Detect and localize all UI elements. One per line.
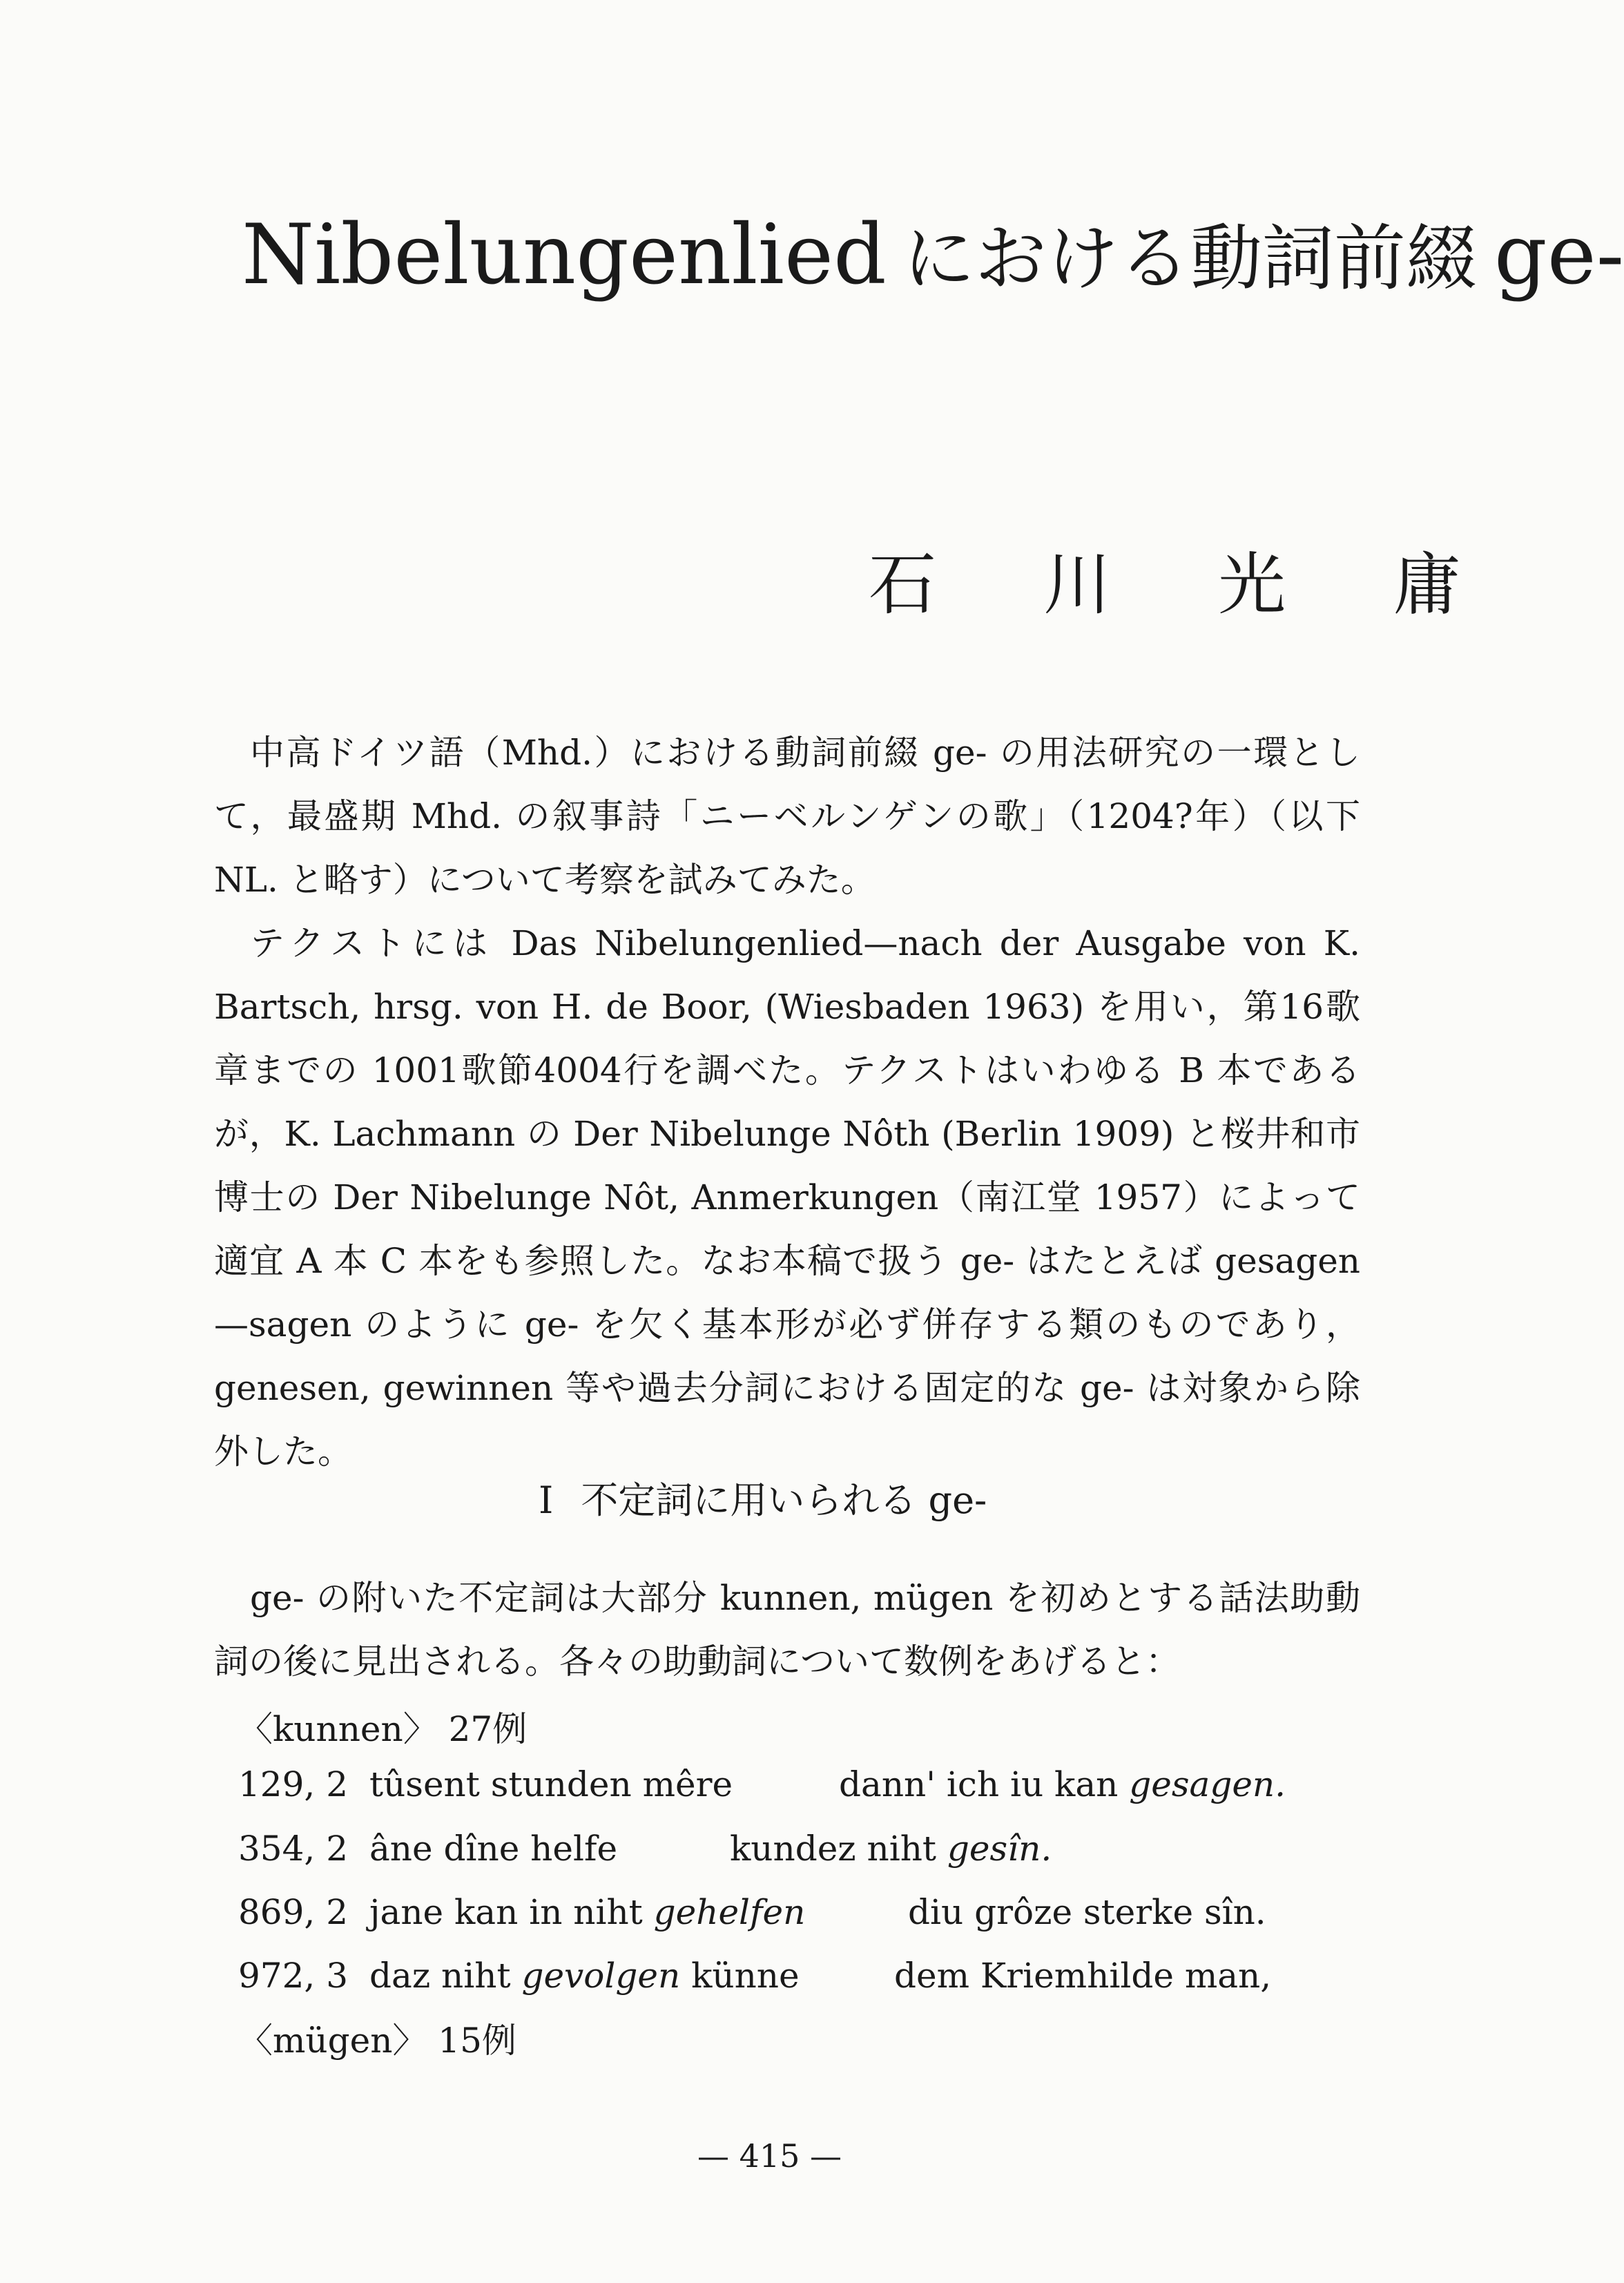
verse-text: dann' ich iu kan (839, 1764, 1130, 1804)
verse-text: kundez niht (730, 1829, 947, 1869)
verse-second-half (730, 1829, 1052, 1869)
example-line (238, 1829, 1343, 1877)
example-line (238, 1956, 1343, 2004)
verse-first-half (369, 1892, 805, 1932)
title-japanese: における動詞前綴 (902, 216, 1478, 300)
section-paragraph (214, 1566, 1360, 1693)
intro-paragraph-1 (214, 721, 1360, 912)
author-name: 石 川 光 庸 (869, 546, 1504, 624)
page-number: — 415 — (697, 2137, 842, 2175)
verse-number: 354, 2 (238, 1829, 349, 1869)
example-line (238, 1892, 1343, 1940)
verse-second-half: diu grôze sterke sîn. (908, 1892, 1266, 1932)
article-title (242, 207, 1624, 307)
section-heading (539, 1471, 987, 1524)
example-line (238, 1764, 1343, 1813)
verse-emphasis: gehelfen (653, 1892, 806, 1932)
verse-emphasis: gevolgen (521, 1956, 681, 1996)
verse-first-half: âne dîne helfe (369, 1829, 618, 1869)
label-kunnen: 〈kunnen〉 27例 (238, 1709, 528, 1749)
paragraph-text: ge- の附いた不定詞は大部分 kunnen, mügen を初めとする話法助動詞の後に見出される。各々の助動詞について数例をあげると： (214, 1578, 1360, 1682)
label-mugen: 〈mügen〉 15例 (238, 2021, 516, 2061)
verse-first-half: tûsent stunden mêre (369, 1764, 733, 1804)
paragraph-text: テクストには Das Nibelungenlied—nach der Ausgabe von K. Bartsch, hrsg. von H. de Boor, (Wiesbaden 1963) を用い，第16歌章までの 1001歌節4004行を調べた。テクストはいわゆる B 本であるが，K. Lachmann の Der Nibelunge Nôth (Berlin 1909) と桜井和市博士の Der Nibelunge Nôt, Anmerkungen（南江堂 1957）によって適宜 A 本 C 本をも参照した。なお本稿で扱う ge- はたとえば gesagen—sagen のように ge- を欠く基本形が必ず併存する類のものであり，genesen, gewinnen 等や過去分詞における固定的な ge- は対象から除外した。 (214, 923, 1360, 1472)
verse-number: 869, 2 (238, 1892, 349, 1932)
verse-text: daz niht (369, 1956, 522, 1996)
verse-number: 129, 2 (238, 1764, 349, 1804)
paragraph-text: 中高ドイツ語（Mhd.）における動詞前綴 ge- の用法研究の一環として，最盛期 Mhd. の叙事詩「ニーベルンゲンの歌」（1204?年）（以下 NL. と略す）について考察を試みてみた。 (214, 733, 1360, 900)
section-number: I (539, 1478, 554, 1522)
verse-emphasis: gesîn. (947, 1829, 1052, 1869)
intro-paragraph-2 (214, 912, 1360, 1483)
verse-second-half (839, 1764, 1286, 1804)
verse-second-half: dem Kriemhilde man, (894, 1956, 1272, 1996)
verse-emphasis: gesagen. (1129, 1764, 1286, 1804)
section-title: 不定詞に用いられる ge- (581, 1478, 987, 1522)
title-suffix: ge- (1494, 207, 1624, 303)
title-latin: Nibelungenlied (242, 207, 887, 303)
verse-number: 972, 3 (238, 1956, 349, 1996)
verse-text: künne (680, 1956, 800, 1996)
verse-first-half (369, 1956, 800, 1996)
verse-text: jane kan in niht (369, 1892, 654, 1932)
